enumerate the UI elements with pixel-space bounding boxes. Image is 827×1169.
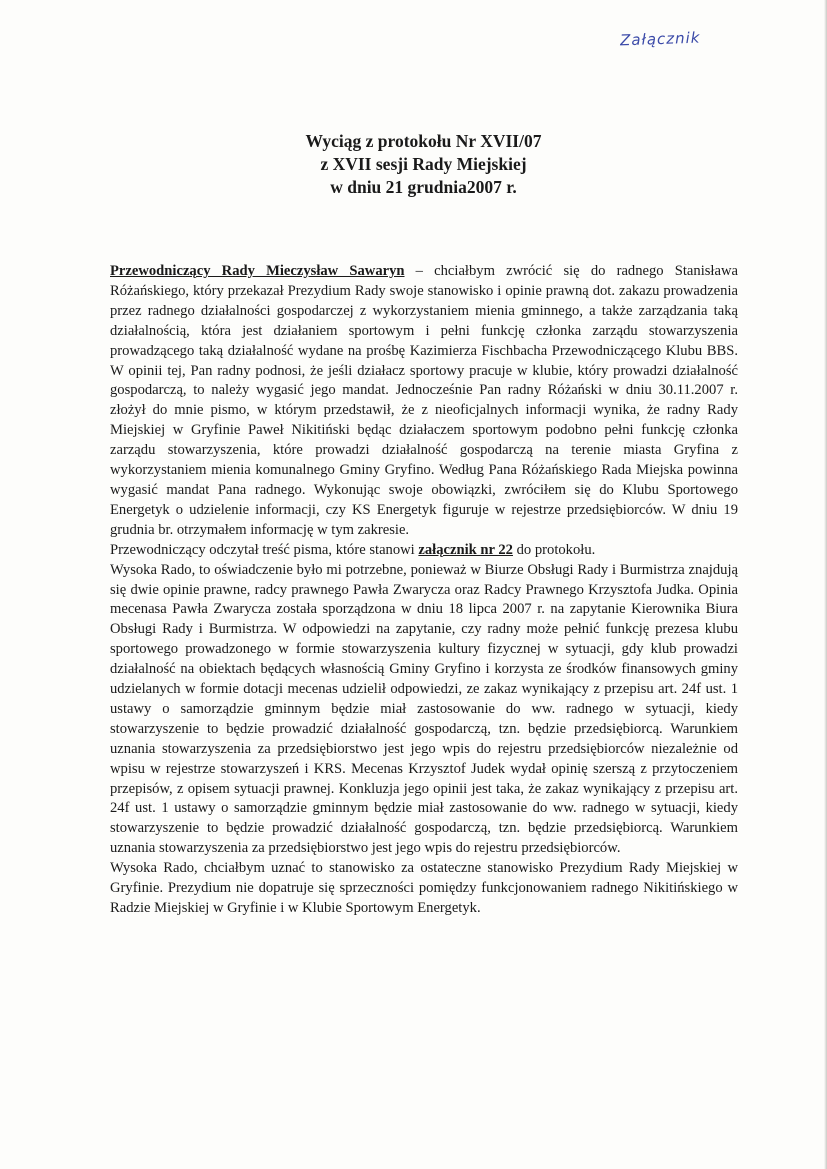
title-line-3: w dniu 21 grudnia2007 r. bbox=[330, 177, 517, 197]
title-line-2: z XVII sesji Rady Miejskiej bbox=[320, 154, 527, 174]
paragraph-2-text-after: do protokołu. bbox=[512, 541, 596, 558]
speaker-name: Przewodniczący Rady Mieczysław Sawaryn bbox=[110, 263, 405, 279]
handwritten-note: Załącznik bbox=[619, 28, 701, 50]
paragraph-2 bbox=[110, 541, 738, 561]
attachment-reference: załącznik nr 22 bbox=[418, 541, 513, 558]
paragraph-1-text: – chciałbym zwrócić się do radnego Stanisława Różańskiego, który przekazał Prezydium Rady swoje stanowisko i opinie prawną dot. zakazu prowadzenia przez radnego działalności gospodarczej z wykorzystaniem mienia gminnego, a także zarządzania taką działalnością, która jest działaniem sportowym i pełni funkcję członka zarządu stowarzyszenia prowadzącego taką działalność wydane na prośbę Kazimierza Fischbacha Przewodniczącego Klubu BBS. W opinii tej, Pan radny podnosi, że jeśli działacz sportowy pracuje w klubie, który prowadzi działalność gospodarczą, to należy wygasić jego mandat. Jednocześnie Pan radny Różański w dniu 30.11.2007 r. złożył do mnie pismo, w którym przedstawił, że z nieoficjalnych informacji wynika, że radny Rady Miejskiej w Gryfinie Paweł Nikitiński będąc działaczem sportowym podobno pełni funkcję członka zarządu stowarzyszenia, które prowadzi działalność gospodarczą na terenie miasta Gryfina z wykorzystaniem mienia komunalnego Gminy Gryfino. Według Pana Różańskiego Rada Miejska powinna wygasić mandat Pana radnego. Wykonując swoje obowiązki, zwróciłem się do Klubu Sportowego Energetyk o udzielenie informacji, czy KS Energetyk figuruje w rejestrze przedsiębiorców. W dniu 19 grudnia br. otrzymałem informację w tym zakresie. bbox=[110, 263, 738, 538]
paragraph-3: Wysoka Rado, to oświadczenie było mi potrzebne, ponieważ w Biurze Obsługi Rady i Burmistrza znajdują się dwie opinie prawne, radcy prawnego Pawła Zwarycza oraz Radcy Prawnego Krzysztofa Judka. Opinia mecenasa Pawła Zwarycza została sporządzona w dniu 18 lipca 2007 r. na zapytanie Kierownika Biura Obsługi Rady i Burmistrza. W odpowiedzi na zapytanie, czy radny może pełnić funkcję prezesa klubu sportowego prowadzonego w formie stowarzyszenia kultury fizycznej w sytuacji, gdy klub prowadzi działalność na obiektach będących własnością Gminy Gryfino i korzysta ze środków finansowych gminy udzielanych w formie dotacji mecenas udzielił odpowiedzi, ze zakaz wynikający z przepisu art. 24f ust. 1 ustawy o samorządzie gminnym będzie miał zastosowanie do ww. radnego w sytuacji, kiedy stowarzyszenie to będzie prowadzić działalność gospodarczą, tzn. będzie przedsiębiorcą. Warunkiem uznania stowarzyszenia za przedsiębiorstwo jest jego wpis do rejestru przedsiębiorców niezależnie od wpisu w rejestrze stowarzyszeń i KRS. Mecenas Krzysztof Judek wydał opinię szerszą z przytoczeniem przepisów, z opisem sytuacji prawnej. Konkluzja jego opinii jest taka, że zakaz wynikający z przepisu art. 24f ust. 1 ustawy o samorządzie gminnym będzie miał zastosowanie do ww. radnego w sytuacji, kiedy stowarzyszenie to będzie prowadzić działalność gospodarczą, tzn. będzie przedsiębiorcą. Warunkiem uznania stowarzyszenia za przedsiębiorstwo jest jego wpis do rejestru przedsiębiorców. bbox=[110, 561, 738, 857]
title-line-1: Wyciąg z protokołu Nr XVII/07 bbox=[305, 131, 542, 151]
paragraph-1 bbox=[110, 262, 738, 541]
protocol-body bbox=[110, 262, 738, 919]
document-title bbox=[0, 130, 827, 199]
paragraph-4: Wysoka Rado, chciałbym uznać to stanowisko za ostateczne stanowisko Prezydium Rady Miejskiej w Gryfinie. Prezydium nie dopatruje się sprzeczności pomiędzy funkcjonowaniem radnego Nikitińskiego w Radzie Miejskiej w Gryfinie i w Klubie Sportowym Energetyk. bbox=[110, 860, 738, 916]
paragraph-2-text-before: Przewodniczący odczytał treść pisma, które stanowi bbox=[110, 541, 419, 558]
